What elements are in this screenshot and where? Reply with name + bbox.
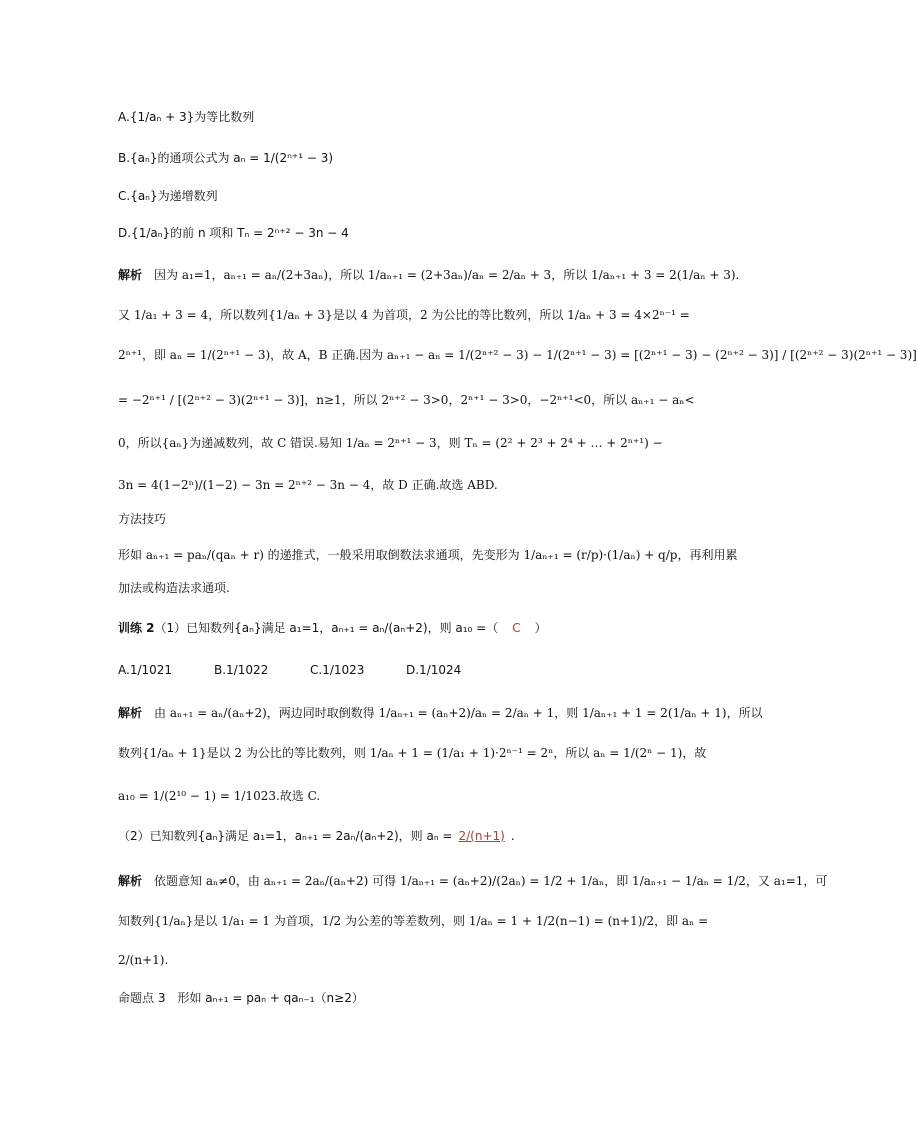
section-heading: 命题点 3 形如 aₙ₊₁ = paₙ + qaₙ₋₁（n≥2） (118, 991, 364, 1005)
solution2-line-1: 解析 由 aₙ₊₁ = aₙ/(aₙ+2)，两边同时取倒数得 1/aₙ₊₁ = (aₙ+2)/aₙ = 2/aₙ + 1，则 1/aₙ₊₁ + 1 = 2(1/aₙ + 1)，所以 (118, 703, 763, 723)
solution2-line-3: a₁₀ = 1/(2¹⁰ − 1) = 1/1023.故选 C. (118, 789, 321, 803)
answer-choice: C (512, 621, 521, 635)
training-question-2: （2）已知数列{aₙ}满足 a₁=1，aₙ₊₁ = 2aₙ/(aₙ+2)，则 aₙ = 2/(n+1) . (118, 829, 515, 843)
method-title: 方法技巧 (118, 512, 167, 526)
option-d: D.{1/aₙ}的前 n 项和 Tₙ = 2ⁿ⁺² − 3n − 4 (118, 226, 349, 240)
answer-fill: 2/(n+1) (458, 829, 505, 843)
solution-label: 解析 (118, 706, 143, 720)
solution3-line-3: 2/(n+1). (118, 953, 169, 967)
choice-c: C.1/1023 (310, 663, 365, 677)
training-choices (118, 660, 502, 680)
solution2-line-2: 数列{1/aₙ + 1}是以 2 为公比的等比数列，则 1/aₙ + 1 = (1/a₁ + 1)·2ⁿ⁻¹ = 2ⁿ，所以 aₙ = 1/(2ⁿ − 1)，故 (118, 746, 707, 760)
choice-a: A.1/1021 (118, 663, 173, 677)
solution1-line-3: 2ⁿ⁺¹，即 aₙ = 1/(2ⁿ⁺¹ − 3)，故 A，B 正确.因为 aₙ₊₁ − aₙ = 1/(2ⁿ⁺² − 3) − 1/(2ⁿ⁺¹ − 3) = [(2ⁿ⁺¹ − 3) − (2ⁿ⁺² − 3)] / [(2ⁿ⁺² − 3)(2ⁿ⁺¹ − 3)] (118, 348, 917, 362)
solution1-line-2: 又 1/a₁ + 3 = 4，所以数列{1/aₙ + 3}是以 4 为首项，2 为公比的等比数列，所以 1/aₙ + 3 = 4×2ⁿ⁻¹ = (118, 308, 690, 322)
solution-label: 解析 (118, 268, 143, 282)
solution1-line-6: 3n = 4(1−2ⁿ)/(1−2) − 3n = 2ⁿ⁺² − 3n − 4，故 D 正确.故选 ABD. (118, 478, 498, 492)
choice-b: B.1/1022 (214, 663, 269, 677)
solution3-line-2: 知数列{1/aₙ}是以 1/a₁ = 1 为首项，1/2 为公差的等差数列，则 1/aₙ = 1 + 1/2(n−1) = (n+1)/2，即 aₙ = (118, 914, 709, 928)
method-line-1: 形如 aₙ₊₁ = paₙ/(qaₙ + r) 的递推式，一般采用取倒数法求通项，先变形为 1/aₙ₊₁ = (r/p)·(1/aₙ) + q/p，再利用累 (118, 548, 738, 562)
solution1-line-5: 0，所以{aₙ}为递减数列，故 C 错误.易知 1/aₙ = 2ⁿ⁺¹ − 3，则 Tₙ = (2² + 2³ + 2⁴ + … + 2ⁿ⁺¹) − (118, 436, 663, 450)
solution-label: 解析 (118, 874, 143, 888)
option-b: B.{aₙ}的通项公式为 aₙ = 1/(2ⁿ⁺¹ − 3) (118, 151, 334, 165)
training-question-1: 训练 2（1）已知数列{aₙ}满足 a₁=1，aₙ₊₁ = aₙ/(aₙ+2)，则 a₁₀ =（ C ） (118, 621, 547, 635)
option-a: A.{1/aₙ + 3}为等比数列 (118, 110, 255, 124)
training-label: 训练 2 (118, 621, 155, 635)
method-line-2: 加法或构造法求通项. (118, 581, 230, 595)
choice-d: D.1/1024 (406, 663, 462, 677)
solution3-line-1: 解析 依题意知 aₙ≠0，由 aₙ₊₁ = 2aₙ/(aₙ+2) 可得 1/aₙ₊₁ = (aₙ+2)/(2aₙ) = 1/2 + 1/aₙ，即 1/aₙ₊₁ − 1/aₙ = 1/2，又 a₁=1，可 (118, 871, 827, 891)
option-c: C.{aₙ}为递增数列 (118, 189, 218, 203)
solution1-line-1: 解析 因为 a₁=1，aₙ₊₁ = aₙ/(2+3aₙ)，所以 1/aₙ₊₁ = (2+3aₙ)/aₙ = 2/aₙ + 3，所以 1/aₙ₊₁ + 3 = 2(1/aₙ + 3). (118, 265, 739, 285)
solution1-line-4: = −2ⁿ⁺¹ / [(2ⁿ⁺² − 3)(2ⁿ⁺¹ − 3)]，n≥1，所以 2ⁿ⁺² − 3>0，2ⁿ⁺¹ − 3>0，−2ⁿ⁺¹<0，所以 aₙ₊₁ − aₙ< (118, 393, 695, 407)
